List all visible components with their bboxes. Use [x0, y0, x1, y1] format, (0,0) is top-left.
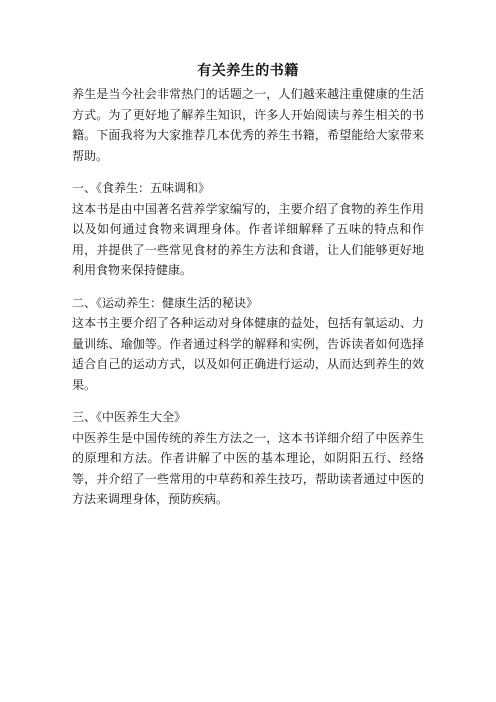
intro-paragraph: 养生是当今社会非常热门的话题之一，人们越来越注重健康的生活方式。为了更好地了解养生知识，许多人开始阅读与养生相关的书籍。下面我将为大家推荐几本优秀的养生书籍，希望能给大家带来帮助。	[72, 87, 424, 163]
section-body: 这本书主要介绍了各种运动对身体健康的益处，包括有氧运动、力量训练、瑜伽等。作者通过科学的解释和实例，告诉读者如何选择适合自己的运动方式，以及如何正确进行运动，从而达到养生的效果。	[72, 316, 424, 392]
section-body: 中医养生是中国传统的养生方法之一，这本书详细介绍了中医养生的原理和方法。作者讲解了中医的基本理论，如阴阳五行、经络等，并介绍了一些常用的中草药和养生技巧，帮助读者通过中医的方法来调理身体，预防疾病。	[72, 430, 424, 506]
section-2	[72, 293, 424, 396]
section-heading: 二、《运动养生：健康生活的秘诀》	[72, 295, 259, 310]
section-1	[72, 178, 424, 281]
section-body: 这本书是由中国著名营养学家编写的，主要介绍了食物的养生作用以及如何通过食物来调理身体。作者详细解释了五味的特点和作用，并提供了一些常见食材的养生方法和食谱，让人们能够更好地利用食物来保持健康。	[72, 201, 424, 277]
section-heading: 三、《中医养生大全》	[72, 410, 187, 424]
document-title: 有关养生的书籍	[197, 63, 299, 79]
section-3	[72, 407, 424, 510]
section-heading: 一、《食养生：五味调和》	[72, 181, 211, 195]
